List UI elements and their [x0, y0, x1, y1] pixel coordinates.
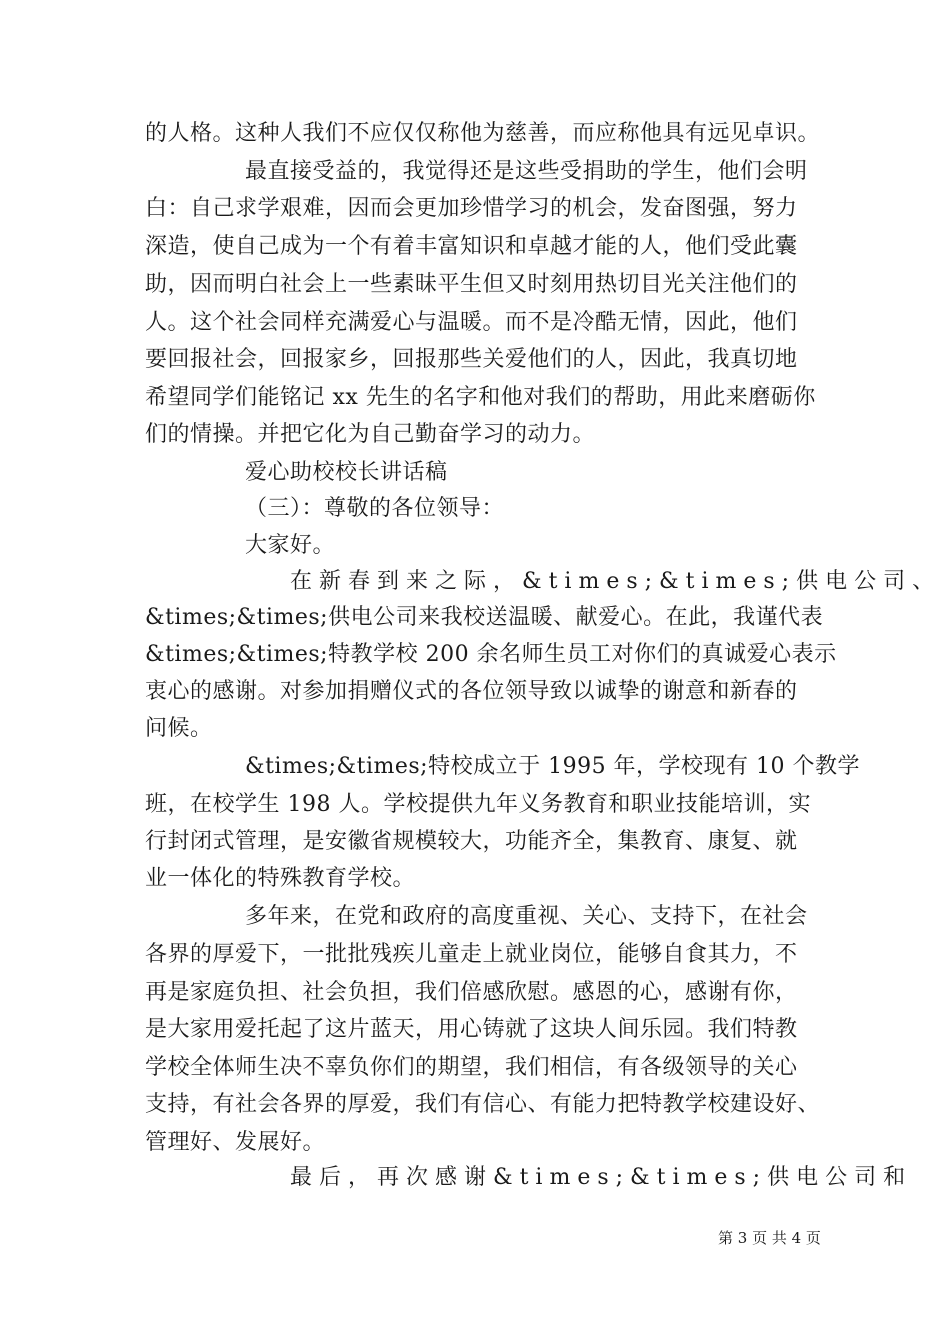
text-line: &times;&times;特校成立于 1995 年，学校现有 10 个教学 [245, 754, 861, 779]
text-line: 深造，使自己成为一个有着丰富知识和卓越才能的人，他们受此囊 [145, 234, 798, 259]
section-title: 爱心助校校长讲话稿 [245, 460, 448, 485]
text-line: 行封闭式管理，是安徽省规模较大，功能齐全，集教育、康复、就 [145, 829, 798, 854]
text-line: 管理好、发展好。 [145, 1130, 326, 1155]
text-line: 们的情操。并把它化为自己勤奋学习的动力。 [145, 422, 596, 447]
text-line: 班，在校学生 198 人。学校提供九年义务教育和职业技能培训，实 [145, 792, 811, 817]
text-line: 在新春到来之际，&times;&times;供电公司、 [290, 569, 942, 594]
text-line: 要回报社会，回报家乡，回报那些关爱他们的人，因此，我真切地 [145, 347, 798, 372]
text-line: 问候。 [145, 716, 213, 741]
text-line: 的人格。这种人我们不应仅仅称他为慈善，而应称他具有远见卓识。 [145, 121, 821, 146]
text-line: 各界的厚爱下，一批批残疾儿童走上就业岗位，能够自食其力，不 [145, 942, 798, 967]
text-line: 衷心的感谢。对参加捐赠仪式的各位领导致以诚挚的谢意和新春的 [145, 679, 798, 704]
text-line: 是大家用爱托起了这片蓝天，用心铸就了这块人间乐园。我们特教 [145, 1017, 798, 1042]
text-line: 最后，再次感谢&times;&times;供电公司和 [290, 1165, 913, 1190]
text-line: 多年来，在党和政府的高度重视、关心、支持下，在社会 [245, 904, 808, 929]
text-line: &times;&times;特教学校 200 余名师生员工对你们的真诚爱心表示 [145, 642, 837, 667]
text-line: 白：自己求学艰难，因而会更加珍惜学习的机会，发奋图强，努力 [145, 196, 798, 221]
page-number: 第 3 页 共 4 页 [718, 1229, 821, 1247]
text-line: 希望同学们能铭记 xx 先生的名字和他对我们的帮助，用此来磨砺你 [145, 385, 816, 410]
text-line: 再是家庭负担、社会负担，我们倍感欣慰。感恩的心，感谢有你， [145, 980, 798, 1005]
text-line: 人。这个社会同样充满爱心与温暖。而不是冷酷无情，因此，他们 [145, 310, 798, 335]
text-line: 业一体化的特殊教育学校。 [145, 866, 416, 891]
text-line: 最直接受益的，我觉得还是这些受捐助的学生，他们会明 [245, 159, 808, 184]
greeting: 大家好。 [245, 533, 336, 558]
salutation: （三）：尊敬的各位领导： [245, 496, 505, 521]
text-line: 助，因而明白社会上一些素昧平生但又时刻用热切目光关注他们的 [145, 272, 798, 297]
text-line: 支持，有社会各界的厚爱，我们有信心、有能力把特教学校建设好、 [145, 1092, 821, 1117]
text-line: 学校全体师生决不辜负你们的期望，我们相信，有各级领导的关心 [145, 1055, 798, 1080]
text-line: &times;&times;供电公司来我校送温暖、献爱心。在此，我谨代表 [145, 605, 824, 630]
